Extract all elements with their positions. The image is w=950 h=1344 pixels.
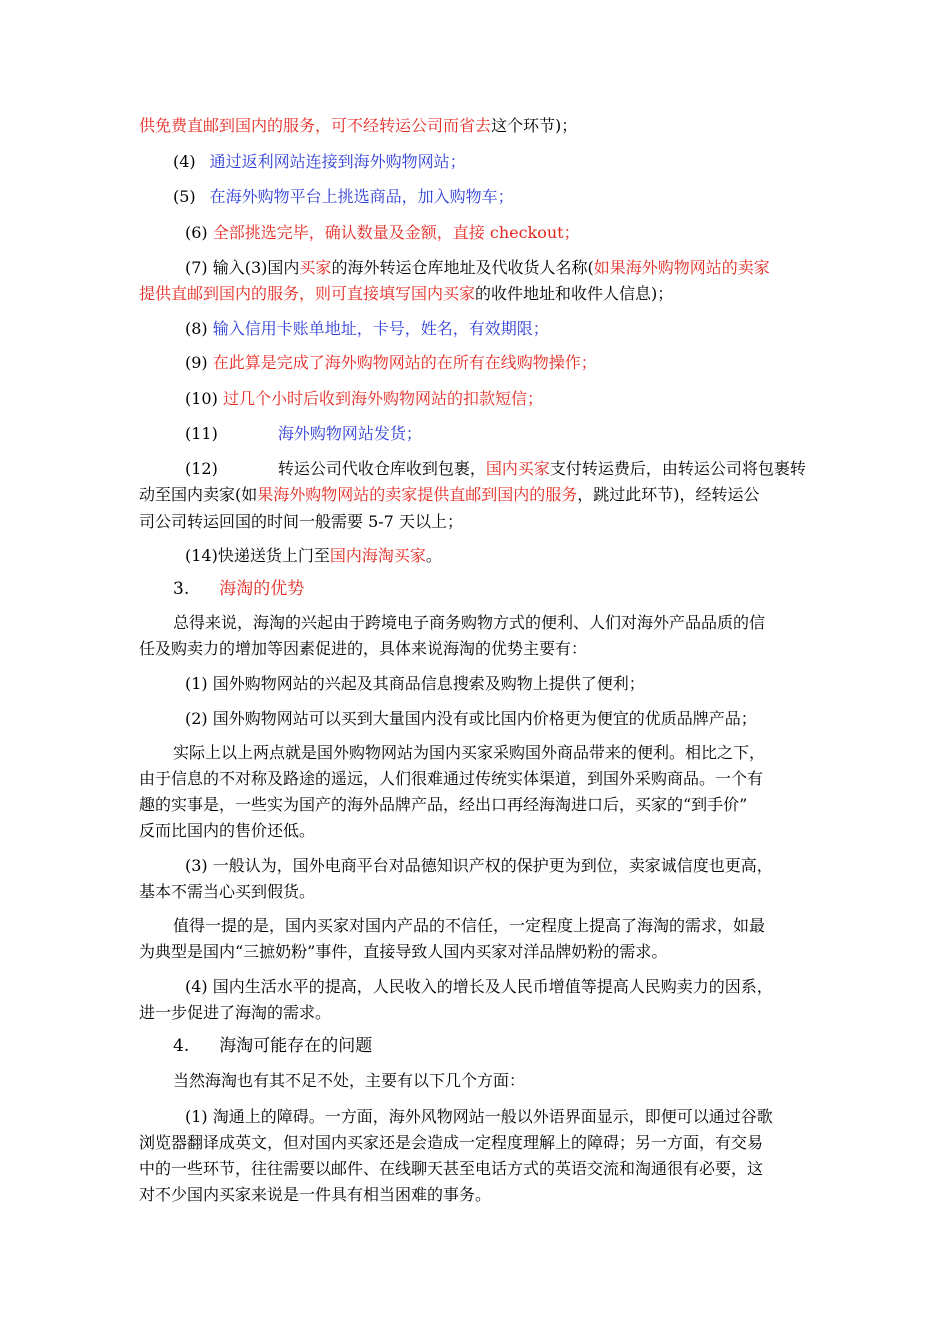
list-text: 在此算是完成了海外购物网站的在所有在线购物操作； [212,353,597,372]
plain-text: 任及购卖力的增加等因素促进的，具体来说海淘的优势主要有： [139,639,588,658]
list-text: (3) 一般认为，国外电商平台对品德知识产权的保护更为到位，卖家诚信度也更高， [185,856,773,875]
list-number: (10) [185,389,218,408]
list-number: (4) [173,152,196,171]
plain-text: 浏览器翻译成英文，但对国内买家还是会造成一定程度理解上的障碍；另一方面，有交易 [139,1133,764,1152]
list-item [185,974,773,1000]
list-text: (1) 国外购物网站的兴起及其商品信息搜索及购物上提供了便利； [185,674,645,693]
list-number: (9) [185,353,208,372]
list-item [185,220,580,246]
list-text: (14)快递送货上门至 [185,546,330,565]
paragraph-line [139,792,747,818]
plain-text: 对不少国内买家来说是一件具有相当困难的事务。 [139,1185,492,1204]
list-text: 。 [425,546,442,565]
list-text: (4) 国内生活水平的提高，人民收入的增长及人民币增值等提高人民购卖力的因系， [185,977,773,996]
plain-text: 动至国内卖家(如 [139,485,258,504]
list-number: (8) [185,319,208,338]
plain-text: 基本不需当心买到假货。 [139,882,316,901]
highlight-text: 果海外购物网站的卖家提供直邮到国内的服务 [257,485,578,504]
section-title: 海淘可能存在的问题 [219,1036,373,1056]
list-text: 通过返利网站连接到海外购物网站； [209,152,466,171]
list-item [173,184,514,210]
list-text: 转运公司代收仓库收到包裹， [277,459,486,478]
paragraph-line [139,1000,331,1026]
list-item [185,671,645,697]
paragraph-line [139,281,673,307]
highlight-text: 国内海淘买家 [329,546,426,565]
section-heading [173,576,304,602]
section-number: 4. [173,1036,190,1056]
list-item [173,149,466,175]
paragraph-line [139,939,667,965]
paragraph-line [139,1156,763,1182]
plain-text: 实际上以上两点就是国外购物网站为国内买家采购国外商品带来的便利。相比之下， [173,743,766,762]
highlight-text: 买家 [443,284,476,303]
list-number: (6) [185,223,208,242]
paragraph-line [139,879,315,905]
list-text: 过几个小时后收到海外购物网站的扣款短信； [222,389,543,408]
list-text: 支付转运费后，由转运公司将包裹转 [549,459,806,478]
paragraph-line [173,610,765,636]
plain-text: 总得来说，海淘的兴起由于跨境电子商务购物方式的便利、人们对海外产品品质的信 [173,613,766,632]
list-item [185,456,806,482]
list-number: (11) [185,424,218,443]
list-text: 在海外购物平台上挑选商品，加入购物车； [209,187,514,206]
paragraph-line [139,636,587,662]
list-item [185,386,543,412]
paragraph-line [173,913,765,939]
list-item [185,853,773,879]
list-text: 输入信用卡账单地址，卡号，姓名，有效期限； [212,319,549,338]
list-text: (2) 国外购物网站可以买到大量国内没有或比国内价格更为便宜的优质品牌产品； [185,709,757,728]
list-number: (12) [185,459,218,478]
plain-text: ，跳过此环节)，经转运公 [577,485,760,504]
list-item [185,543,442,569]
paragraph-line [139,1130,763,1156]
list-item [185,421,422,447]
plain-text: 为典型是国内“三摭奶粉”事件，直接导致人国内买家对洋品牌奶粉的需求。 [139,942,668,961]
paragraph-line [139,818,315,844]
list-item [185,706,757,732]
highlight-text: 买家 [299,258,332,277]
paragraph-line [139,113,577,139]
plain-text: 趣的实事是，一些实为国产的海外品牌产品，经出口再经海淘进口后，买家的“到手价” [139,795,748,814]
list-item [185,255,770,281]
plain-text: 司公司转运回国的时间一般需要 5-7 天以上； [139,512,463,531]
plain-text: 反而比国内的售价还低。 [139,821,316,840]
plain-text: 进一步促进了海淘的需求。 [139,1003,332,1022]
paragraph-line [139,482,760,508]
list-item [185,350,597,376]
plain-text: 的收件地址和收件人信息)； [475,284,674,303]
plain-text: 当然海淘也有其不足不处，主要有以下几个方面： [173,1071,526,1090]
section-title: 海淘的优势 [219,579,305,599]
list-item [185,316,549,342]
highlight-text: 供免费直邮到国内的服务，可不经转运公司而省去 [139,116,492,135]
list-text: 的海外转运仓库地址及代收货人名称( [331,258,594,277]
highlight-text: 如果海外购物网站的卖家 [593,258,770,277]
list-text: 海外购物网站发货； [277,424,422,443]
list-text: 全部挑选完毕，确认数量及金额，直接 checkout； [212,223,580,242]
section-heading [173,1033,372,1059]
highlight-text: 国内买家 [485,459,550,478]
plain-text: 值得一提的是，国内买家对国内产品的不信任，一定程度上提高了海淘的需求，如最 [173,916,766,935]
paragraph-line [139,766,763,792]
list-item [185,1104,773,1130]
list-text: (7) 输入(3)国内 [185,258,300,277]
plain-text: 这个环节)； [491,116,578,135]
paragraph-line [173,740,765,766]
plain-text: 由于信息的不对称及路途的遥远，人们很难通过传统实体渠道，到国外采购商品。一个有 [139,769,764,788]
section-number: 3. [173,579,190,599]
list-number: (5) [173,187,196,206]
highlight-text: 提供直邮到国内的服务，则可直接填写国内 [139,284,444,303]
plain-text: 中的一些环节，往往需要以邮件、在线聊天甚至电话方式的英语交流和淘通很有必要，这 [139,1159,764,1178]
paragraph-line [139,1182,491,1208]
paragraph-line [173,1068,525,1094]
list-text: (1) 淘通上的障碍。一方面，海外风物网站一般以外语界面显示，即便可以通过谷歌 [185,1107,773,1126]
paragraph-line [139,509,463,535]
